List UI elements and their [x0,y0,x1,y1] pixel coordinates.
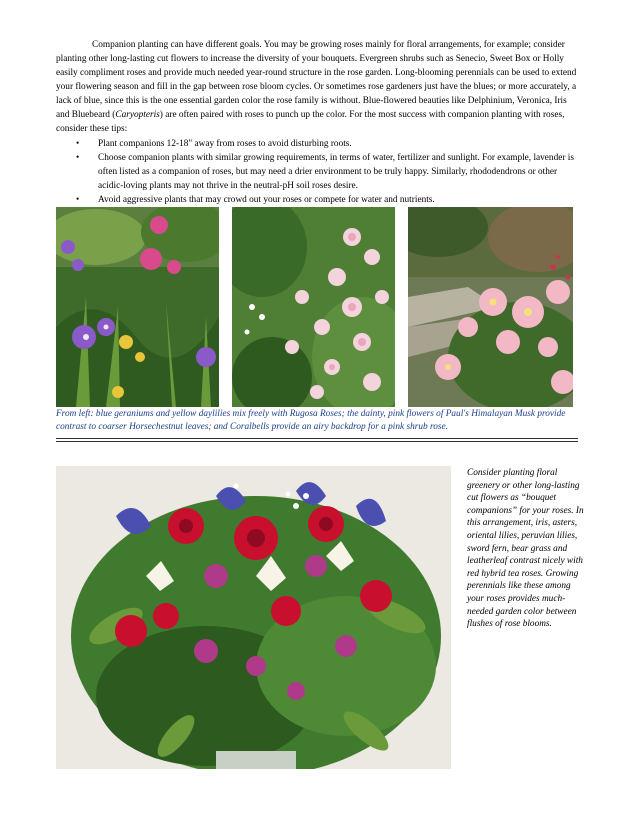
photo-caption-side: Consider planting floral greenery or other long-lasting cut flowers as “bouquet companions” for your roses. In this arrangement, iris, asters, oriental lilies, peruvian lilies, sword fern, bear grass and leatherleaf contrast nicely with red hybrid tea roses. Growing perennials like these among your roses provides much-needed garden color between flushes of rose blooms. [467,468,584,630]
tip-text: Choose companion plants with similar growing requirements, in terms of water, fertilizer and sunlight. For example, lavender is often listed as a companion of roses, but may need a drier environment to be truly happy. Similarly, rhododendrons or other acidic-loving plants may not thrive in the neutral-pH soil roses desire. [98,153,574,191]
divider-line [56,438,578,439]
intro-text-end: ) are often paired with roses to punch up the color. For the most success with companion planting with roses, consider these tips: [56,110,565,134]
pauls-himalayan-musk-photo [232,207,395,407]
intro-text: Companion planting can have different goals. You may be growing roses mainly for floral arrangements, for example; consider planting other long-lasting cut flowers to increase the diversity of your bouquets. Evergreen shrubs such as Senecio, Sweet Box or Holly easily compliment roses and provide much needed year-round structure in the rose garden. Long-blooming perennials can be used to extend your flowering season and fill in the gap between rose bloom cycles. Or sometimes rose gardeners just have the blues; or more accurately, a lack of blue, since this is the one essential garden color the rose family is without. Blue-flowered beauties like Delphinium, Veronica, Iris and Bluebeard ( [56,40,577,120]
blue-geraniums-daylilies-rugosa-photo [56,207,219,407]
tips-list [76,137,581,207]
tip-text: Avoid aggressive plants that may crowd out your roses or compete for water and nutrients. [98,195,435,205]
bullet-icon: • [76,139,80,149]
tip-text: Plant companions 12-18" away from roses to avoid disturbing roots. [98,139,352,149]
tip-item [76,137,581,151]
photo-caption-top: From left: blue geraniums and yellow daylilies mix freely with Rugosa Roses; the dainty, pink flowers of Paul's Himalayan Musk provide contrast to coarser Horsechestnut leaves; and Coralbells provide an airy backdrop for a pink shrub rose. [56,409,566,432]
tip-item [76,151,581,193]
bullet-icon: • [76,153,80,163]
pink-shrub-rose-photo [408,207,573,407]
divider-line [56,441,578,442]
bullet-icon: • [76,195,80,205]
bouquet-arrangement-photo [56,466,451,769]
tip-item [76,193,581,207]
latin-name: Caryopteris [115,110,160,120]
intro-paragraph [56,38,582,136]
